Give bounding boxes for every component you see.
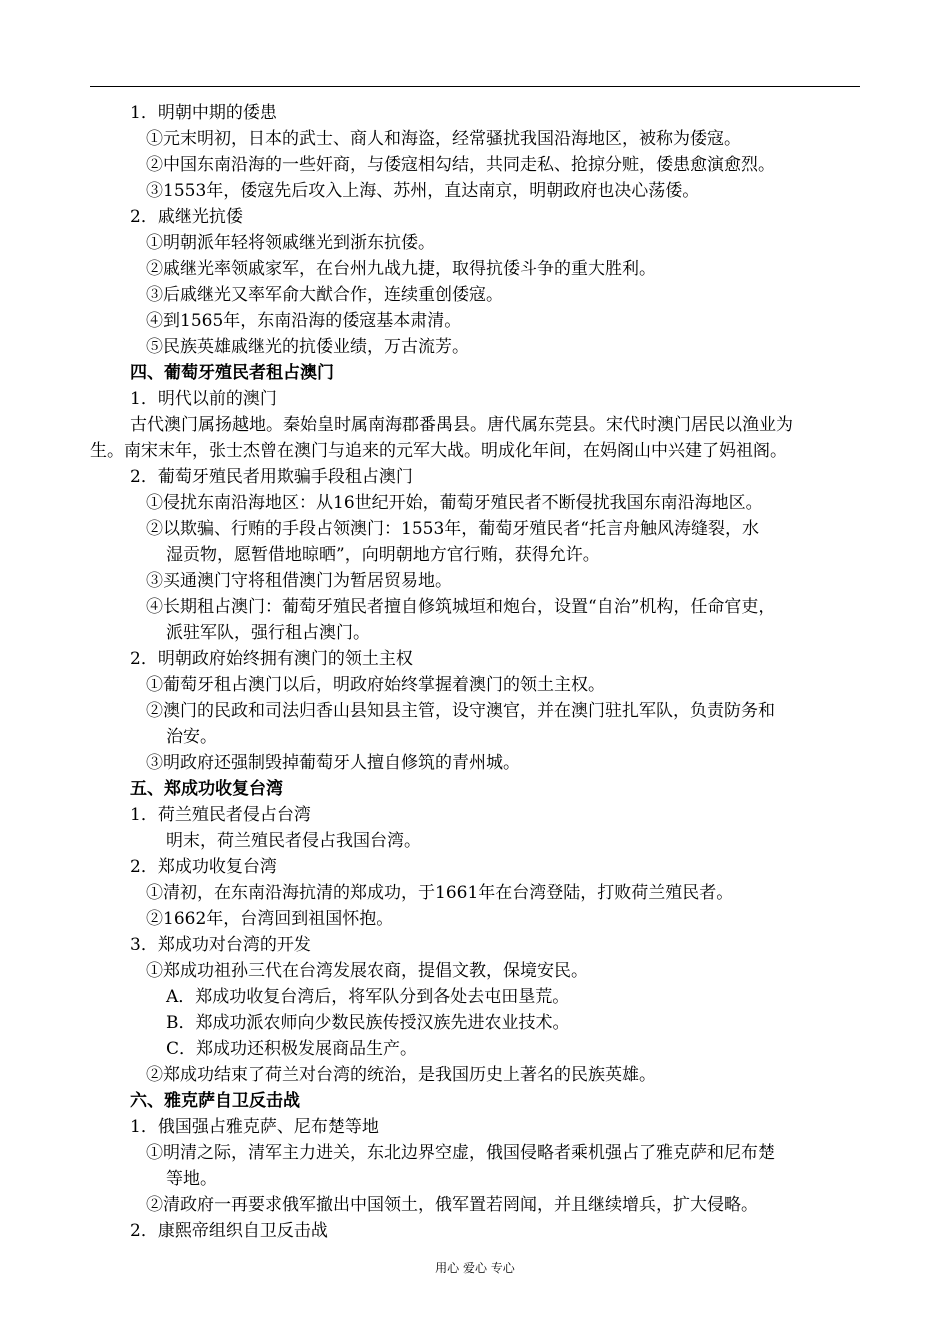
text-line: ②郑成功结束了荷兰对台湾的统治，是我国历史上著名的民族英雄。 xyxy=(146,1065,656,1085)
text-line: 3．郑成功对台湾的开发 xyxy=(130,935,311,955)
text-line: 1．明朝中期的倭患 xyxy=(130,103,277,123)
text-line: ③买通澳门守将租借澳门为暂居贸易地。 xyxy=(146,571,452,591)
text-line: 生。南宋末年，张士杰曾在澳门与追来的元军大战。明成化年间，在妈阁山中兴建了妈祖阁。 xyxy=(90,441,787,461)
text-line: ②清政府一再要求俄军撤出中国领土，俄军置若罔闻，并且继续增兵，扩大侵略。 xyxy=(146,1195,758,1215)
text-line: ④长期租占澳门：葡萄牙殖民者擅自修筑城垣和炮台，设置“自治”机构，任命官吏， xyxy=(146,597,776,617)
text-line: A．郑成功收复台湾后，将军队分到各处去屯田垦荒。 xyxy=(166,987,570,1007)
text-line: 2．明朝政府始终拥有澳门的领土主权 xyxy=(130,649,413,669)
text-line: ③后戚继光又率军俞大猷合作，连续重创倭寇。 xyxy=(146,285,503,305)
text-line: ②戚继光率领戚家军，在台州九战九捷，取得抗倭斗争的重大胜利。 xyxy=(146,259,656,279)
text-line: ②中国东南沿海的一些奸商，与倭寇相勾结，共同走私、抢掠分赃，倭患愈演愈烈。 xyxy=(146,155,775,175)
text-line: 1．俄国强占雅克萨、尼布楚等地 xyxy=(130,1117,379,1137)
header-rule xyxy=(90,86,860,87)
text-line: ②以欺骗、行贿的手段占领澳门：1553年，葡萄牙殖民者“托言舟触风涛缝裂，水 xyxy=(146,519,759,539)
page-footer: 用心 爱心 专心 xyxy=(435,1261,515,1275)
text-line: 古代澳门属扬越地。秦始皇时属南海郡番禺县。唐代属东莞县。宋代时澳门居民以渔业为 xyxy=(130,415,793,435)
text-line: ①侵扰东南沿海地区：从16世纪开始，葡萄牙殖民者不断侵扰我国东南沿海地区。 xyxy=(146,493,763,513)
text-line: ⑤民族英雄戚继光的抗倭业绩，万古流芳。 xyxy=(146,337,469,357)
text-line: ②澳门的民政和司法归香山县知县主管，设守澳官，并在澳门驻扎军队，负责防务和 xyxy=(146,701,775,721)
text-line: ①明朝派年轻将领戚继光到浙东抗倭。 xyxy=(146,233,435,253)
text-line: 湿贡物，愿暂借地晾晒”，向明朝地方官行贿，获得允许。 xyxy=(166,545,600,565)
text-line: 派驻军队，强行租占澳门。 xyxy=(166,623,370,643)
text-line: 等地。 xyxy=(166,1169,217,1189)
text-line: ①元末明初，日本的武士、商人和海盗，经常骚扰我国沿海地区，被称为倭寇。 xyxy=(146,129,741,149)
text-line: 2．郑成功收复台湾 xyxy=(130,857,277,877)
text-line: ①明清之际，清军主力进关，东北边界空虚，俄国侵略者乘机强占了雅克萨和尼布楚 xyxy=(146,1143,775,1163)
text-line: C．郑成功还积极发展商品生产。 xyxy=(166,1039,418,1059)
text-line: ①清初，在东南沿海抗清的郑成功，于1661年在台湾登陆，打败荷兰殖民者。 xyxy=(146,883,734,903)
text-line: 2．康熙帝组织自卫反击战 xyxy=(130,1221,328,1241)
text-line: ④到1565年，东南沿海的倭寇基本肃清。 xyxy=(146,311,462,331)
text-line: ①葡萄牙租占澳门以后，明政府始终掌握着澳门的领土主权。 xyxy=(146,675,605,695)
document-body xyxy=(90,100,862,1244)
text-line: 明末，荷兰殖民者侵占我国台湾。 xyxy=(166,831,421,851)
text-line: 2．葡萄牙殖民者用欺骗手段租占澳门 xyxy=(130,467,413,487)
section-heading: 六、雅克萨自卫反击战 xyxy=(130,1091,300,1111)
text-line: ③明政府还强制毁掉葡萄牙人擅自修筑的青州城。 xyxy=(146,753,520,773)
text-line: 1．荷兰殖民者侵占台湾 xyxy=(130,805,311,825)
text-line: 1．明代以前的澳门 xyxy=(130,389,277,409)
text-line: 2．戚继光抗倭 xyxy=(130,207,243,227)
section-heading: 五、郑成功收复台湾 xyxy=(130,779,283,799)
text-line: ①郑成功祖孙三代在台湾发展农商，提倡文教，保境安民。 xyxy=(146,961,588,981)
text-line: ③1553年，倭寇先后攻入上海、苏州，直达南京，明朝政府也决心荡倭。 xyxy=(146,181,700,201)
section-heading: 四、葡萄牙殖民者租占澳门 xyxy=(130,363,334,383)
text-line: ②1662年，台湾回到祖国怀抱。 xyxy=(146,909,394,929)
text-line: B．郑成功派农师向少数民族传授汉族先进农业技术。 xyxy=(166,1013,570,1033)
text-line: 治安。 xyxy=(166,727,217,747)
